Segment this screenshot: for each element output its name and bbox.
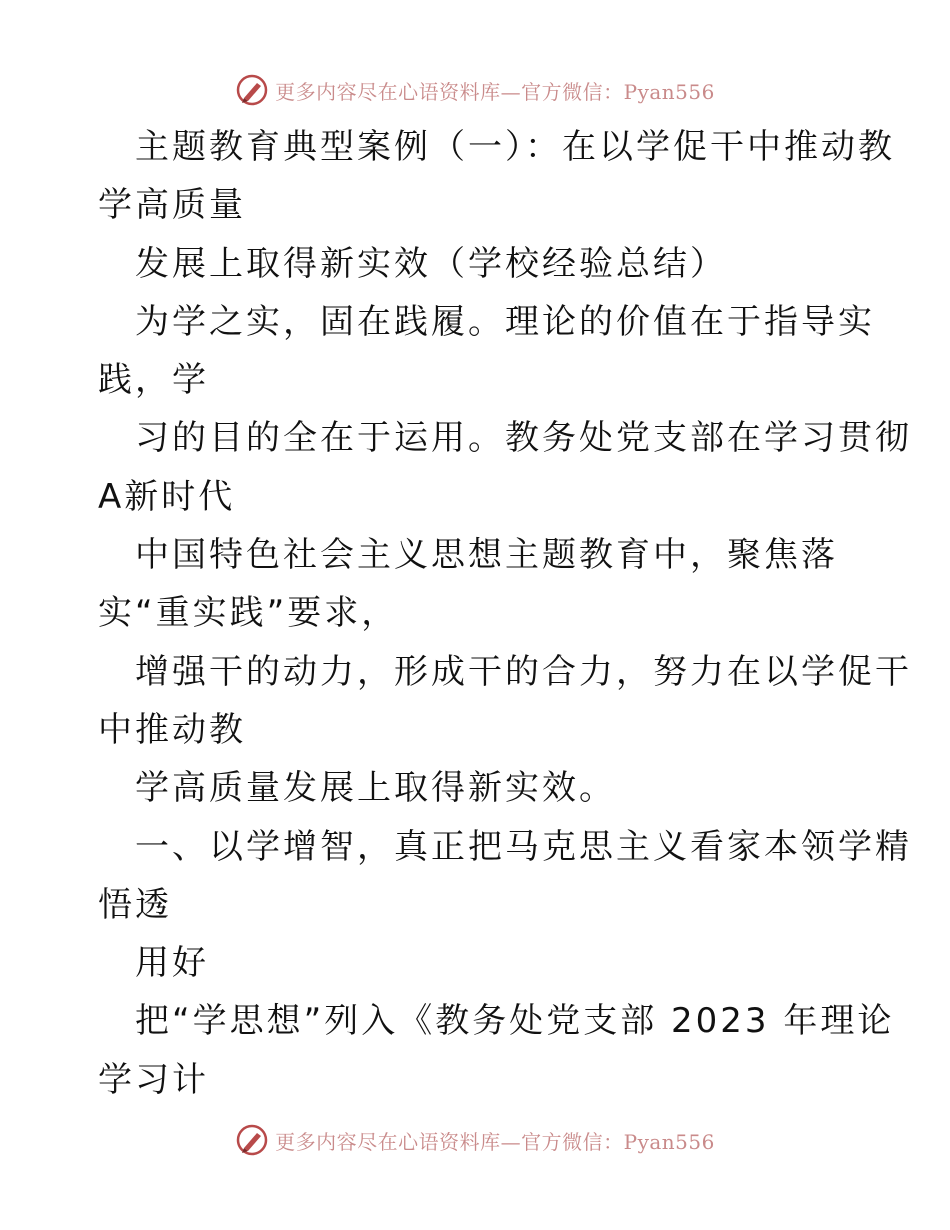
text-line: 中推动教 bbox=[98, 709, 246, 750]
text-line: 用好 bbox=[135, 943, 209, 984]
document-body bbox=[98, 118, 912, 1109]
text-line: 把“学思想”列入《教务处党支部 2023 年理论 bbox=[135, 1001, 895, 1042]
text-line: 主题教育典型案例（一）：在以学促干中推动教 bbox=[135, 127, 895, 167]
text-line: 学高质量 bbox=[98, 185, 246, 226]
text-line: 增强干的动力，形成干的合力，努力在以学促干 bbox=[135, 651, 912, 692]
text-line: 习的目的全在于运用。教务处党支部在学习贯彻 bbox=[135, 418, 912, 459]
text-line: 学高质量发展上取得新实效。 bbox=[135, 768, 616, 809]
pen-logo-icon bbox=[235, 73, 269, 107]
text-line: 学习计 bbox=[98, 1059, 209, 1100]
text-line: 中国特色社会主义思想主题教育中，聚焦落 bbox=[135, 535, 838, 576]
text-line: 发展上取得新实效（学校经验总结） bbox=[135, 243, 727, 284]
header-banner-text: 更多内容尽在心语资料库—官方微信：Pyan556 bbox=[275, 79, 715, 104]
header-banner bbox=[0, 70, 950, 110]
text-line: A新时代 bbox=[98, 476, 236, 517]
text-line: 为学之实，固在践履。理论的价值在于指导实 bbox=[135, 301, 875, 342]
pen-logo-icon bbox=[235, 1123, 269, 1157]
footer-banner bbox=[0, 1120, 950, 1160]
text-line: 实“重实践”要求， bbox=[98, 593, 399, 634]
text-line: 一、以学增智，真正把马克思主义看家本领学精 bbox=[135, 826, 912, 867]
text-line: 悟透 bbox=[98, 884, 172, 925]
text-line: 践，学 bbox=[98, 360, 209, 401]
footer-banner-text: 更多内容尽在心语资料库—官方微信：Pyan556 bbox=[275, 1129, 715, 1154]
